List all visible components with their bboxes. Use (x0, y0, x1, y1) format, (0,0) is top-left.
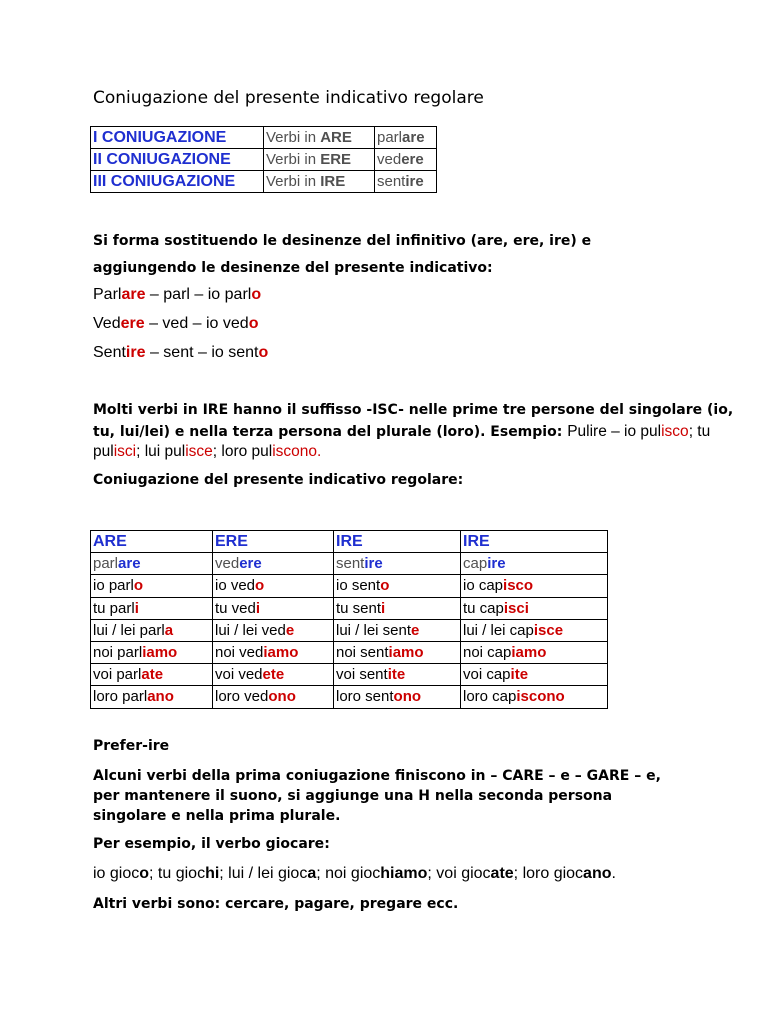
text-segment: tu parl (93, 599, 135, 617)
table-cell (213, 553, 334, 575)
table-cell (334, 664, 461, 686)
text-segment: o (139, 865, 150, 882)
text-segment: voi sent (336, 666, 388, 684)
table-cell (213, 575, 334, 597)
table-cell (461, 641, 608, 663)
text-segment: ISC (372, 402, 399, 418)
text-segment: ire (487, 555, 506, 573)
text-segment: ecc. (422, 896, 459, 912)
text-segment: i (255, 599, 261, 617)
text-segment: Verbi in (266, 151, 321, 168)
text-segment: ; loro pul (212, 443, 273, 460)
table-cell (461, 664, 608, 686)
text-segment: io parl (93, 577, 134, 595)
text-segment: Per esempio, il verbo gioc (93, 836, 299, 852)
text-segment: loro sent (336, 688, 394, 706)
text-segment: io ved (215, 577, 256, 595)
text-segment: ; tu (688, 423, 711, 440)
table-row (91, 619, 608, 641)
conjugation-example (375, 127, 437, 149)
text-segment: ire (125, 344, 146, 361)
text-segment: – ved – io ved (144, 315, 249, 332)
table-row (91, 127, 437, 149)
table-cell (91, 597, 213, 619)
text-segment: ; lui pul (136, 443, 186, 460)
text-segment: – sent – io sent (145, 344, 259, 361)
text-segment: lui / lei sent (336, 621, 412, 639)
table-row (91, 553, 608, 575)
text-segment: are (298, 836, 325, 852)
conjugation-example (375, 149, 437, 171)
text-segment: ARE (320, 129, 352, 146)
text-segment: ate (141, 666, 164, 684)
text-segment: – parl – io parl (145, 286, 252, 303)
text-segment: io cap (463, 577, 504, 595)
text-segment: - nelle prime tre persone del singolare (io, (398, 402, 734, 418)
table-cell (334, 575, 461, 597)
text-segment: ano (583, 865, 612, 882)
table-row (91, 641, 608, 663)
intro-paragraph: Si forma sostituendo le desinenze del infinitivo (are, ere, ire) e aggiungendo le desinenze del presente indicativo: (93, 233, 592, 276)
table-cell (91, 553, 213, 575)
column-header: ERE (213, 531, 334, 553)
text-segment: o (251, 286, 262, 303)
text-segment: lui / lei ved (215, 621, 286, 639)
text-segment: noi ved (215, 644, 264, 662)
care-gare-paragraph: Alcuni verbi della prima coniugazione finiscono in – CARE – e – GARE – e, per mantenere il suono, si aggiunge una H nella seconda persona singolare e nella prima plurale. (93, 768, 661, 824)
text-segment: o (258, 344, 269, 361)
text-segment: iscono. (272, 443, 322, 460)
text-segment: ite (387, 666, 406, 684)
text-segment: voi cap (463, 666, 511, 684)
text-segment: lui / lei parl (93, 621, 165, 639)
text-segment: Pulire – io pul (567, 423, 662, 440)
text-segment: parl (93, 555, 119, 573)
text-segment: noi cap (463, 644, 512, 662)
text-segment: e (411, 621, 420, 639)
conjugation-name: III CONIUGAZIONE (91, 171, 264, 193)
text-segment: iamo (263, 644, 299, 662)
text-segment: ; tu gioc (149, 865, 206, 882)
table-cell (91, 575, 213, 597)
text-segment: gare (386, 896, 423, 912)
text-segment: ; noi gioc (316, 865, 381, 882)
table-cell (334, 686, 461, 708)
text-segment: cap (463, 555, 488, 573)
table-cell (213, 686, 334, 708)
text-segment: ate (490, 865, 514, 882)
text-segment: hi (205, 865, 220, 882)
giocare-intro (93, 836, 330, 852)
column-header: IRE (461, 531, 608, 553)
conjugation-table (90, 530, 608, 709)
table-row (91, 686, 608, 708)
giocare-conjugation-line (93, 865, 616, 883)
text-segment: are (121, 286, 146, 303)
table-cell (334, 619, 461, 641)
table-cell (461, 553, 608, 575)
text-segment: are (118, 555, 141, 573)
text-segment: tu, lui/lei) e nella terza persona del plurale (loro). Esempio: (93, 424, 568, 440)
table-cell (461, 597, 608, 619)
text-segment: ere (239, 555, 262, 573)
text-segment: iamo (388, 644, 424, 662)
table-cell (461, 619, 608, 641)
text-segment: o (248, 315, 259, 332)
conjugation-desc (264, 171, 375, 193)
text-segment: hiamo (380, 865, 428, 882)
table-cell (334, 641, 461, 663)
table-cell (91, 686, 213, 708)
text-segment: Molti verbi in (93, 402, 203, 418)
text-segment: voi parl (93, 666, 142, 684)
text-segment: voi ved (215, 666, 263, 684)
text-segment: isco (661, 423, 689, 440)
text-segment: Ved (93, 315, 121, 332)
table-cell (91, 619, 213, 641)
table-row (91, 664, 608, 686)
text-segment: e (285, 621, 295, 639)
conjugation-table-body (91, 553, 608, 708)
text-segment: tu sent (336, 599, 382, 617)
example-line (93, 315, 258, 333)
table-cell (91, 664, 213, 686)
text-segment: isci (503, 599, 529, 617)
isc-paragraph-line (93, 423, 710, 441)
isc-paragraph-line (93, 402, 733, 418)
text-segment: parl (377, 129, 403, 146)
text-segment: ved (215, 555, 240, 573)
text-segment: io sent (336, 577, 381, 595)
table-cell (213, 619, 334, 641)
text-segment: ete (262, 666, 285, 684)
table-cell (461, 686, 608, 708)
text-segment: ire (364, 555, 383, 573)
other-verbs-line (93, 896, 458, 912)
example-line (93, 344, 268, 362)
example-line (93, 286, 261, 304)
text-segment: noi parl (93, 644, 143, 662)
conjugation-name: II CONIUGAZIONE (91, 149, 264, 171)
table-row (91, 149, 437, 171)
text-segment: ono (268, 688, 296, 706)
text-segment: isce (533, 621, 564, 639)
text-segment: iamo (142, 644, 178, 662)
text-segment: IRE (202, 402, 229, 418)
text-segment: iscono (516, 688, 565, 706)
text-segment: Altri verbi sono: cer (93, 896, 250, 912)
section-subtitle: Coniugazione del presente indicativo regolare: (93, 472, 464, 488)
text-segment: iamo (511, 644, 547, 662)
table-cell (213, 641, 334, 663)
text-segment: a (307, 865, 317, 882)
text-segment: ; lui / lei gioc (219, 865, 308, 882)
text-segment: sent (377, 173, 406, 190)
table-cell (334, 597, 461, 619)
text-segment: are (402, 129, 425, 146)
text-segment: o (380, 577, 390, 595)
text-segment: i (381, 599, 386, 617)
column-header: IRE (334, 531, 461, 553)
table-cell (334, 553, 461, 575)
text-segment: io gioc (93, 865, 140, 882)
table-row (91, 575, 608, 597)
prefer-ire-heading: Prefer-ire (93, 738, 170, 754)
text-segment: . (611, 865, 616, 882)
text-segment: , pa (284, 896, 314, 912)
table-row (91, 597, 608, 619)
text-segment: : (324, 836, 330, 852)
text-segment: noi sent (336, 644, 389, 662)
page-title: Coniugazione del presente indicativo regolare (93, 88, 484, 108)
text-segment: loro parl (93, 688, 148, 706)
text-segment: gare (313, 896, 350, 912)
text-segment: ite (510, 666, 529, 684)
text-segment: loro cap (463, 688, 517, 706)
text-segment: ere (401, 151, 424, 168)
text-segment: hanno il suffisso - (228, 402, 373, 418)
text-segment: o (255, 577, 265, 595)
table-cell (213, 664, 334, 686)
text-segment: care (249, 896, 284, 912)
text-segment: tu ved (215, 599, 256, 617)
text-segment: pul (93, 443, 114, 460)
table-cell (461, 575, 608, 597)
column-header: ARE (91, 531, 213, 553)
text-segment: ERE (320, 151, 352, 168)
text-segment: ; voi gioc (427, 865, 491, 882)
conjugation-desc (264, 127, 375, 149)
text-segment: ano (147, 688, 174, 706)
table-header-row (91, 531, 608, 553)
conjugation-summary-table (90, 126, 437, 193)
text-segment: ire (405, 173, 424, 190)
text-segment: ; loro gioc (513, 865, 584, 882)
text-segment: i (134, 599, 139, 617)
text-segment: IRE (320, 173, 346, 190)
text-segment: Parl (93, 286, 122, 303)
text-segment: isci (113, 443, 137, 460)
text-segment: Sent (93, 344, 126, 361)
text-segment: o (133, 577, 144, 595)
text-segment: ere (120, 315, 145, 332)
table-cell (213, 597, 334, 619)
text-segment: Verbi in (266, 129, 321, 146)
text-segment: sent (336, 555, 365, 573)
text-segment: isco (503, 577, 534, 595)
text-segment: Verbi in (266, 173, 321, 190)
text-segment: ono (393, 688, 422, 706)
table-cell (91, 641, 213, 663)
conjugation-example (375, 171, 437, 193)
text-segment: a (164, 621, 174, 639)
conjugation-desc (264, 149, 375, 171)
text-segment: lui / lei cap (463, 621, 534, 639)
isc-paragraph-line (93, 443, 321, 461)
text-segment: loro ved (215, 688, 269, 706)
text-segment: tu cap (463, 599, 504, 617)
text-segment: ved (377, 151, 402, 168)
table-row (91, 171, 437, 193)
conjugation-name: I CONIUGAZIONE (91, 127, 264, 149)
text-segment: , pre (349, 896, 387, 912)
text-segment: isce (185, 443, 213, 460)
